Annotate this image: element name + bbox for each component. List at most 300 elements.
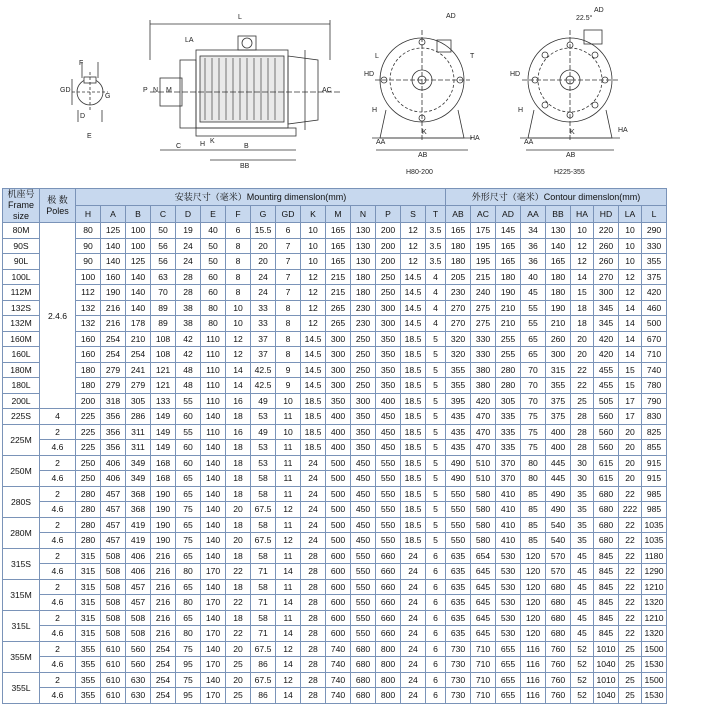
- value-cell: 457: [126, 579, 151, 595]
- value-cell: 5: [426, 393, 446, 409]
- value-cell: 110: [201, 424, 226, 440]
- value-cell: 530: [496, 579, 521, 595]
- value-cell: 28: [301, 672, 326, 688]
- value-cell: 20: [571, 331, 594, 347]
- value-cell: 24: [251, 285, 276, 301]
- value-cell: 149: [151, 424, 176, 440]
- value-cell: 56: [151, 238, 176, 254]
- col-header-g: G: [251, 206, 276, 223]
- value-cell: 108: [151, 331, 176, 347]
- flange-large-label-aa: AA: [524, 139, 534, 146]
- value-cell: 18: [226, 455, 251, 471]
- value-cell: 580: [471, 533, 496, 549]
- side-label-b: B: [244, 143, 249, 150]
- value-cell: 790: [642, 393, 667, 409]
- value-cell: 200: [76, 393, 101, 409]
- frame-size-cell: 160L: [3, 347, 40, 363]
- value-cell: 645: [471, 626, 496, 642]
- value-cell: 7: [276, 238, 301, 254]
- value-cell: 6: [426, 688, 446, 704]
- value-cell: 22: [619, 579, 642, 595]
- col-header-h: H: [76, 206, 101, 223]
- flange-small-label-ha: HA: [470, 135, 480, 142]
- value-cell: 67.5: [251, 641, 276, 657]
- value-cell: 125: [126, 254, 151, 270]
- value-cell: 5: [426, 486, 446, 502]
- value-cell: 335: [496, 424, 521, 440]
- value-cell: 635: [446, 595, 471, 611]
- frame-size-cell: 355M: [3, 641, 40, 672]
- value-cell: 1035: [642, 533, 667, 549]
- value-cell: 22: [619, 533, 642, 549]
- value-cell: 740: [326, 672, 351, 688]
- value-cell: 250: [351, 362, 376, 378]
- table-row: [3, 223, 667, 239]
- value-cell: 615: [594, 455, 619, 471]
- value-cell: 18: [226, 486, 251, 502]
- value-cell: 222: [619, 502, 642, 518]
- value-cell: 130: [546, 223, 571, 239]
- value-cell: 22: [619, 595, 642, 611]
- value-cell: 140: [126, 285, 151, 301]
- value-cell: 457: [101, 533, 126, 549]
- value-cell: 80: [176, 564, 201, 580]
- value-cell: 200: [376, 254, 401, 270]
- value-cell: 270: [446, 316, 471, 332]
- value-cell: 350: [376, 347, 401, 363]
- value-cell: 14: [276, 657, 301, 673]
- value-cell: 75: [176, 533, 201, 549]
- value-cell: 550: [376, 502, 401, 518]
- value-cell: 12: [276, 641, 301, 657]
- value-cell: 14: [619, 316, 642, 332]
- poles-cell: 4.6: [40, 657, 76, 673]
- value-cell: 508: [101, 610, 126, 626]
- value-cell: 5: [426, 440, 446, 456]
- shaft-section-drawing: [72, 62, 111, 122]
- value-cell: 410: [496, 533, 521, 549]
- value-cell: 75: [521, 424, 546, 440]
- value-cell: 530: [496, 595, 521, 611]
- value-cell: 645: [471, 564, 496, 580]
- value-cell: 3.5: [426, 238, 446, 254]
- col-header-aa: AA: [521, 206, 546, 223]
- value-cell: 350: [326, 393, 351, 409]
- value-cell: 915: [642, 455, 667, 471]
- value-cell: 160: [101, 269, 126, 285]
- value-cell: 254: [151, 641, 176, 657]
- col-header-gd: GD: [276, 206, 301, 223]
- value-cell: 315: [76, 548, 101, 564]
- value-cell: 18: [226, 471, 251, 487]
- col-header-f: F: [226, 206, 251, 223]
- value-cell: 330: [642, 238, 667, 254]
- value-cell: 168: [151, 455, 176, 471]
- value-cell: 18.5: [401, 409, 426, 425]
- value-cell: 457: [126, 595, 151, 611]
- value-cell: 260: [594, 254, 619, 270]
- value-cell: 4: [426, 285, 446, 301]
- frame-size-cell: 90L: [3, 254, 40, 270]
- motor-drawings: [0, 0, 710, 182]
- value-cell: 10: [226, 316, 251, 332]
- value-cell: 24: [176, 254, 201, 270]
- poles-cell: 2: [40, 579, 76, 595]
- value-cell: 65: [176, 471, 201, 487]
- value-cell: 710: [471, 657, 496, 673]
- value-cell: 50: [201, 238, 226, 254]
- value-cell: 615: [594, 471, 619, 487]
- value-cell: 18.5: [401, 471, 426, 487]
- value-cell: 210: [546, 316, 571, 332]
- value-cell: 410: [496, 517, 521, 533]
- value-cell: 6: [426, 657, 446, 673]
- poles-cell: 2: [40, 455, 76, 471]
- value-cell: 560: [594, 440, 619, 456]
- value-cell: 710: [471, 641, 496, 657]
- value-cell: 170: [201, 626, 226, 642]
- value-cell: 160: [76, 347, 101, 363]
- poles-cell: 4.6: [40, 440, 76, 456]
- frame-size-cell: 100L: [3, 269, 40, 285]
- poles-cell: 2: [40, 424, 76, 440]
- value-cell: 280: [76, 517, 101, 533]
- value-cell: 55: [521, 300, 546, 316]
- value-cell: 165: [546, 254, 571, 270]
- value-cell: 145: [496, 223, 521, 239]
- value-cell: 490: [446, 471, 471, 487]
- value-cell: 12: [301, 269, 326, 285]
- value-cell: 655: [496, 672, 521, 688]
- value-cell: 279: [101, 378, 126, 394]
- value-cell: 356: [101, 424, 126, 440]
- value-cell: 315: [76, 579, 101, 595]
- value-cell: 216: [151, 564, 176, 580]
- value-cell: 28: [301, 641, 326, 657]
- value-cell: 42.5: [251, 378, 276, 394]
- value-cell: 1530: [642, 688, 667, 704]
- value-cell: 80: [176, 595, 201, 611]
- flange-small-label-l: L: [375, 53, 379, 60]
- value-cell: 635: [446, 579, 471, 595]
- value-cell: 24: [301, 455, 326, 471]
- value-cell: 420: [642, 285, 667, 301]
- value-cell: 370: [496, 471, 521, 487]
- value-cell: 37: [251, 347, 276, 363]
- value-cell: 11: [276, 579, 301, 595]
- value-cell: 12: [226, 331, 251, 347]
- value-cell: 380: [471, 378, 496, 394]
- value-cell: 165: [496, 254, 521, 270]
- value-cell: 170: [201, 688, 226, 704]
- value-cell: 180: [446, 238, 471, 254]
- value-cell: 25: [226, 657, 251, 673]
- table-row: [3, 300, 667, 316]
- value-cell: 15: [571, 285, 594, 301]
- value-cell: 11: [276, 610, 301, 626]
- value-cell: 680: [594, 502, 619, 518]
- value-cell: 140: [201, 548, 226, 564]
- value-cell: 550: [351, 626, 376, 642]
- value-cell: 75: [521, 409, 546, 425]
- value-cell: 345: [594, 316, 619, 332]
- value-cell: 190: [496, 285, 521, 301]
- poles-cell: 4.6: [40, 471, 76, 487]
- value-cell: 680: [594, 486, 619, 502]
- value-cell: 680: [351, 688, 376, 704]
- value-cell: 24: [401, 595, 426, 611]
- flange-small-label-k: K: [422, 129, 427, 136]
- value-cell: 450: [351, 486, 376, 502]
- value-cell: 18.5: [301, 393, 326, 409]
- value-cell: 368: [126, 486, 151, 502]
- value-cell: 37: [251, 331, 276, 347]
- value-cell: 660: [376, 579, 401, 595]
- value-cell: 355: [76, 672, 101, 688]
- value-cell: 19: [176, 223, 201, 239]
- poles-cell: 4: [40, 409, 76, 425]
- value-cell: 355: [446, 362, 471, 378]
- value-cell: 355: [76, 688, 101, 704]
- value-cell: 630: [126, 672, 151, 688]
- value-cell: 55: [176, 393, 201, 409]
- value-cell: 349: [126, 471, 151, 487]
- value-cell: 25: [226, 688, 251, 704]
- table-row: [3, 316, 667, 332]
- value-cell: 70: [521, 393, 546, 409]
- value-cell: 24: [401, 688, 426, 704]
- value-cell: 24: [401, 564, 426, 580]
- value-cell: 130: [351, 223, 376, 239]
- value-cell: 410: [496, 502, 521, 518]
- value-cell: 18: [226, 548, 251, 564]
- value-cell: 450: [376, 440, 401, 456]
- value-cell: 1500: [642, 641, 667, 657]
- poles-cell: 2: [40, 548, 76, 564]
- value-cell: 18.5: [401, 502, 426, 518]
- value-cell: 915: [642, 471, 667, 487]
- value-cell: 280: [496, 362, 521, 378]
- value-cell: 315: [76, 595, 101, 611]
- value-cell: 35: [571, 533, 594, 549]
- value-cell: 5: [426, 471, 446, 487]
- value-cell: 17: [619, 393, 642, 409]
- value-cell: 75: [176, 502, 201, 518]
- value-cell: 85: [521, 517, 546, 533]
- value-cell: 375: [546, 409, 571, 425]
- value-cell: 18.5: [401, 455, 426, 471]
- value-cell: 660: [376, 548, 401, 564]
- value-cell: 6: [426, 641, 446, 657]
- value-cell: 9: [276, 362, 301, 378]
- value-cell: 28: [571, 424, 594, 440]
- value-cell: 22: [619, 486, 642, 502]
- value-cell: 18: [571, 300, 594, 316]
- value-cell: 18: [226, 440, 251, 456]
- table-row: [3, 564, 667, 580]
- frame-size-cell: 90S: [3, 238, 40, 254]
- value-cell: 8: [226, 269, 251, 285]
- value-cell: 580: [471, 517, 496, 533]
- value-cell: 11: [276, 548, 301, 564]
- value-cell: 550: [376, 517, 401, 533]
- table-row: [3, 393, 667, 409]
- value-cell: 400: [326, 424, 351, 440]
- flange-large-caption: H225-355: [554, 169, 585, 176]
- value-cell: 255: [496, 331, 521, 347]
- value-cell: 215: [326, 285, 351, 301]
- value-cell: 255: [496, 347, 521, 363]
- table-row: [3, 362, 667, 378]
- frame-size-cell: 280M: [3, 517, 40, 548]
- value-cell: 450: [351, 517, 376, 533]
- value-cell: 14.5: [401, 269, 426, 285]
- value-cell: 654: [471, 548, 496, 564]
- value-cell: 300: [594, 285, 619, 301]
- value-cell: 10: [301, 254, 326, 270]
- poles-cell: 4.6: [40, 564, 76, 580]
- value-cell: 216: [151, 579, 176, 595]
- value-cell: 80: [201, 300, 226, 316]
- value-cell: 254: [101, 331, 126, 347]
- value-cell: 457: [101, 486, 126, 502]
- value-cell: 50: [151, 223, 176, 239]
- value-cell: 45: [571, 548, 594, 564]
- value-cell: 58: [251, 517, 276, 533]
- value-cell: 580: [471, 486, 496, 502]
- value-cell: 65: [176, 486, 201, 502]
- value-cell: 190: [151, 502, 176, 518]
- value-cell: 550: [376, 471, 401, 487]
- value-cell: 311: [126, 440, 151, 456]
- value-cell: 140: [101, 238, 126, 254]
- value-cell: 680: [546, 579, 571, 595]
- value-cell: 18.5: [301, 440, 326, 456]
- value-cell: 52: [571, 688, 594, 704]
- value-cell: 60: [176, 455, 201, 471]
- value-cell: 530: [496, 610, 521, 626]
- value-cell: 505: [594, 393, 619, 409]
- value-cell: 175: [471, 223, 496, 239]
- value-cell: 14.5: [401, 316, 426, 332]
- value-cell: 450: [351, 455, 376, 471]
- value-cell: 165: [326, 254, 351, 270]
- value-cell: 645: [471, 610, 496, 626]
- value-cell: 121: [151, 378, 176, 394]
- value-cell: 800: [376, 657, 401, 673]
- frame-size-cell: 250M: [3, 455, 40, 486]
- value-cell: 28: [571, 440, 594, 456]
- value-cell: 740: [642, 362, 667, 378]
- value-cell: 500: [326, 517, 351, 533]
- value-cell: 450: [376, 424, 401, 440]
- table-row: [3, 486, 667, 502]
- col-header-la: LA: [619, 206, 642, 223]
- value-cell: 645: [471, 579, 496, 595]
- value-cell: 180: [546, 269, 571, 285]
- value-cell: 320: [446, 331, 471, 347]
- value-cell: 220: [594, 223, 619, 239]
- value-cell: 14: [276, 564, 301, 580]
- col-header-p: P: [376, 206, 401, 223]
- value-cell: 52: [571, 641, 594, 657]
- value-cell: 710: [471, 688, 496, 704]
- value-cell: 22: [619, 626, 642, 642]
- value-cell: 680: [351, 672, 376, 688]
- value-cell: 250: [351, 347, 376, 363]
- value-cell: 250: [376, 269, 401, 285]
- value-cell: 14.5: [401, 300, 426, 316]
- value-cell: 20: [619, 455, 642, 471]
- value-cell: 190: [151, 533, 176, 549]
- value-cell: 740: [326, 688, 351, 704]
- value-cell: 49: [251, 424, 276, 440]
- value-cell: 655: [496, 657, 521, 673]
- side-label-l: L: [238, 14, 242, 21]
- value-cell: 318: [101, 393, 126, 409]
- value-cell: 8: [276, 347, 301, 363]
- value-cell: 180: [546, 285, 571, 301]
- value-cell: 6: [426, 610, 446, 626]
- value-cell: 400: [326, 409, 351, 425]
- value-cell: 12: [571, 254, 594, 270]
- value-cell: 116: [521, 672, 546, 688]
- value-cell: 12: [301, 316, 326, 332]
- front-label-d: D: [80, 113, 86, 120]
- value-cell: 508: [101, 626, 126, 642]
- value-cell: 24: [301, 533, 326, 549]
- value-cell: 630: [126, 688, 151, 704]
- value-cell: 550: [351, 548, 376, 564]
- value-cell: 635: [446, 610, 471, 626]
- value-cell: 52: [571, 657, 594, 673]
- value-cell: 18.5: [401, 486, 426, 502]
- value-cell: 845: [594, 610, 619, 626]
- value-cell: 12: [619, 285, 642, 301]
- value-cell: 680: [594, 517, 619, 533]
- value-cell: 52: [571, 672, 594, 688]
- value-cell: 6: [226, 223, 251, 239]
- value-cell: 30: [571, 471, 594, 487]
- value-cell: 6: [426, 579, 446, 595]
- value-cell: 24: [301, 486, 326, 502]
- value-cell: 80: [76, 223, 101, 239]
- value-cell: 12: [571, 238, 594, 254]
- value-cell: 6: [426, 548, 446, 564]
- value-cell: 225: [76, 409, 101, 425]
- table-row: [3, 409, 667, 425]
- table-row: [3, 548, 667, 564]
- value-cell: 20: [251, 238, 276, 254]
- value-cell: 140: [201, 672, 226, 688]
- value-cell: 355: [446, 378, 471, 394]
- value-cell: 10: [619, 223, 642, 239]
- value-cell: 550: [376, 486, 401, 502]
- value-cell: 22: [619, 548, 642, 564]
- value-cell: 680: [546, 595, 571, 611]
- value-cell: 6: [426, 626, 446, 642]
- value-cell: 560: [126, 641, 151, 657]
- value-cell: 610: [101, 688, 126, 704]
- value-cell: 20: [571, 347, 594, 363]
- value-cell: 180: [76, 362, 101, 378]
- value-cell: 500: [326, 455, 351, 471]
- value-cell: 1500: [642, 672, 667, 688]
- value-cell: 80: [521, 455, 546, 471]
- side-label-k: K: [210, 138, 215, 145]
- flange-small-label-ad: AD: [446, 13, 456, 20]
- value-cell: 60: [176, 440, 201, 456]
